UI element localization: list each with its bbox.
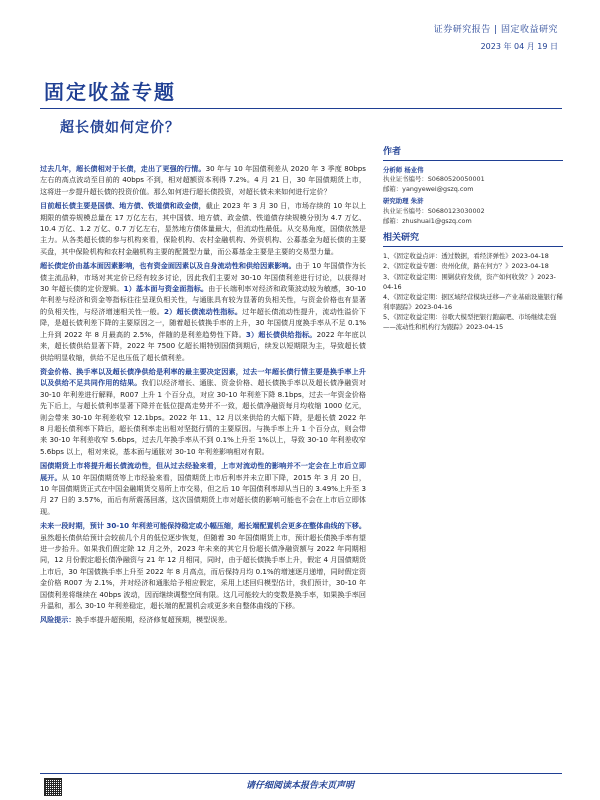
author-2-email[interactable]: 邮箱：zhushuai1@gszq.com bbox=[383, 216, 472, 225]
author-1-email[interactable]: 邮箱：yangyewei@gszq.com bbox=[383, 184, 474, 193]
related-list bbox=[383, 252, 563, 333]
text: 截止 2023 年 3 月 30 日，市场存续的 10 年以上期限的债券规模总量在 17 万亿左右，其中国债、地方债、政金债、铁道债存续规模分别为 4.7 万亿、10.4 万亿、1.2 万亿、0.7 万亿左右，显然地方债体量最大，但流动性最低。从交易角度，国债依然是主力。从各类超长债的参与机构来看，保险机构、农村金融机构、外资机构、公募基金为超长债的主要买盘，其中保险机构和农村金融机构主要的配置型力量，而公募基金主要是主要的交易型力量。 bbox=[40, 201, 366, 256]
risk-label: 风险提示： bbox=[40, 615, 76, 625]
text: 2022 年年底以来，超长债供给显著下降，2022 年 7500 亿超长期特别国债到期后，续发以短期限为主，导致超长债供给明显收缩，供给不足也压低了超长债利差。 bbox=[40, 329, 366, 362]
author-2: 研究助理 朱浒 bbox=[383, 197, 424, 206]
sidebar bbox=[383, 148, 563, 334]
related-item[interactable]: 3、《固定收益定期：围剿获府发债，资产如何收敛？》2023-04-16 bbox=[383, 272, 556, 291]
related-item[interactable]: 1、《固定收益点评：透过数据，看经济弹性》2023-04-18 bbox=[383, 251, 549, 260]
footer-divider bbox=[40, 773, 562, 774]
related-item[interactable]: 5、《固定收益定期：谷歌大模型把银行跑赢吧、市场继续走强——流动性和机构行为跟踪》2023-04-15 bbox=[383, 313, 557, 331]
risk-note bbox=[40, 614, 366, 625]
paragraph-6 bbox=[40, 520, 366, 611]
highlight: 过去几年，超长债相对于长债，走出了更强的行情。 bbox=[40, 164, 206, 173]
report-header bbox=[434, 22, 558, 52]
related-item[interactable]: 4、《固定收益定期：据区域经营模块迁移—产业基础设施银行稀利率跟踪》2023-04-16 bbox=[383, 293, 563, 311]
paragraph-1 bbox=[40, 163, 366, 197]
title-divider bbox=[40, 108, 562, 109]
highlight: 国债期货上市将提升超长债流动性，但从过去经验来看，上市对流动性的影响并不一定会在上市后立即展开。 bbox=[40, 461, 366, 482]
highlight: 未来一段时期，预计 30-10 年利差可能保持稳定或小幅压缩，超长端配置机会更多在整体曲线的下移。 bbox=[40, 521, 366, 531]
footer-disclaimer: 请仔细阅读本报告末页声明 bbox=[245, 781, 354, 791]
text: 从 10 年国债期货等上市经验来看，国债期货上市后利率并未立即下降，2015 年 3 月 20 日，10 年国债期货正式在中国金融期货交易所上市交易，但之后 10 年国债利率却从当日的 3.49%上升至 3 月 27 日的 3.57%，而后有所震荡回落，这次国债期货上市对超长债的影响可能也不会在上市后立即体现。 bbox=[40, 472, 366, 516]
highlight: 目前超长债主要是国债、地方债、铁道债和政金债， bbox=[40, 201, 206, 211]
paragraph-3 bbox=[40, 260, 366, 363]
text: 虽然超长债供给预计会较前几个月的低位逐步恢复，但随着 30 年国债期货上市，预计超长债换手率有望进一步抬升。如果我们假定除 12 月之外，2023 年未来的其它月份超长债净融资额与 2022 年同期相同，12 月份假定超长债净融资与 21 年 12 月相同，同时，由于超长债换手率上升，假定 4 月国债期货上市后，30 年国债换手率上升至 2022 年 8 月高点，而后保持月均 0.1%的增速逐月递增，同时假定资金价格 R007 为 2.1%，并对经济和通胀给予相应假定，采用上述回归模型估计，我们预计，30-10 年国债利差将继续在 40bps 波动，因而继续调整空间有限。这几可能较大的变数是换手率，如果换手率回升温和，那么 30-10 年利差稳定，超长端的配置机会或更多来自整体曲线的下移。 bbox=[40, 532, 366, 611]
text: 由于 10 年国债作为长债主流品种，市场对其定价已经有较多讨论，因此我们主要对 30-10 年国债利差进行讨论，以获得对 30 年超长债的定价逻辑。 bbox=[40, 261, 366, 294]
report-category: 证券研究报告 | 固定收益研究 bbox=[433, 25, 558, 35]
author-header: 作者 bbox=[383, 148, 563, 161]
highlight: 3）超长债供给指标。 bbox=[245, 329, 317, 339]
page-subtitle: 超长债如何定价？ bbox=[60, 120, 180, 136]
page-title: 固定收益专题 bbox=[44, 80, 176, 104]
author-2-cert: 执业证书编号：S0680123030002 bbox=[383, 206, 485, 215]
main-body bbox=[40, 163, 366, 629]
text: 过年超长债流动性提升，流动性溢价下降，是超长债利差下降的主要原因之一，随着超长债换手率的上升，30 年国债月度换手率从不足 0.1%上升到 2022 年 8 月最高的 2.5%，伴随的是利差趋势性下降。 bbox=[40, 306, 366, 339]
text: 由于长端利率对经济和政策波动较为敏感，30-10 年利差与经济和资金等指标往往呈现负相关性，与通胀具有较为显著的负相关性，与资金价格也有显著的负相关性，与经济增速相关性一般。 bbox=[40, 284, 366, 316]
related-header: 相关研究 bbox=[383, 234, 563, 247]
text: 我们以经济增长、通胀、资金价格、超长债换手率以及超长债净融资对 30-10 年利差进行解释，R007 上升 1 个百分点，对应 30-10 年利差下降 8.1bps，过去一年资金价格先下后上，与超长债利率显著下降并在低位提高走势并不一致，超长债净融资每月均收缩 1000 亿元，则会带来 30-10 年利差收窄 12.1bps。2022 年 11、12 月以来供给的大幅下降，是超长债 2022 年 8 月超长债利率下降后，超长债利率走出相对坚挺行情的主要原因。与换手率上升 1 个百分点，则会带来 30-10 年利差收窄 5.6bps，过去几年换手率从不到 0.1%上升至 1%以上，导致 30-10 年利差收窄 5.6bps 以上，相对来说，基本面与通胀对 30-10 年利差影响相对有限。 bbox=[40, 378, 367, 456]
report-date: 2023 年 04 月 19 日 bbox=[480, 42, 558, 51]
highlight: 资金价格、换手率以及超长债净供给是利率的最主要决定因素，过去一年超长债行情主要是换手率上升以及供给不足共同作用的结果。 bbox=[40, 366, 366, 388]
paragraph-4 bbox=[40, 366, 366, 457]
highlight: 超长债定价由基本面因素影响，也有资金面因素以及自身流动性和供给因素影响。 bbox=[40, 261, 296, 271]
author-1: 分析师 杨业伟 bbox=[383, 165, 424, 174]
risk-text: 换手率提升超预期，经济修复超预期，模型误差。 bbox=[75, 615, 232, 625]
paragraph-5 bbox=[40, 460, 366, 517]
related-item[interactable]: 2、《固定收益专题：贵州化债，路在何方？》2023-04-18 bbox=[383, 262, 549, 271]
paragraph-2 bbox=[40, 200, 366, 257]
highlight: 1）基本面与资金面指标。 bbox=[123, 284, 209, 294]
highlight: 2）超长债流动性指标。 bbox=[164, 306, 243, 316]
author-1-cert: 执业证书编号：S0680520050001 bbox=[383, 175, 485, 184]
text: 30 年与 10 年国债利差从 2020 年 3 季度 80bps 左右的高点波动至目前的 40bps 不到，相对超额资本利得 7.2%。4 月 21 日，30 年国债期货上市，这将进一步提升超长债的投资价值。那么如何进行超长债投资，对超长债未来如何进行定价？ bbox=[40, 164, 366, 196]
